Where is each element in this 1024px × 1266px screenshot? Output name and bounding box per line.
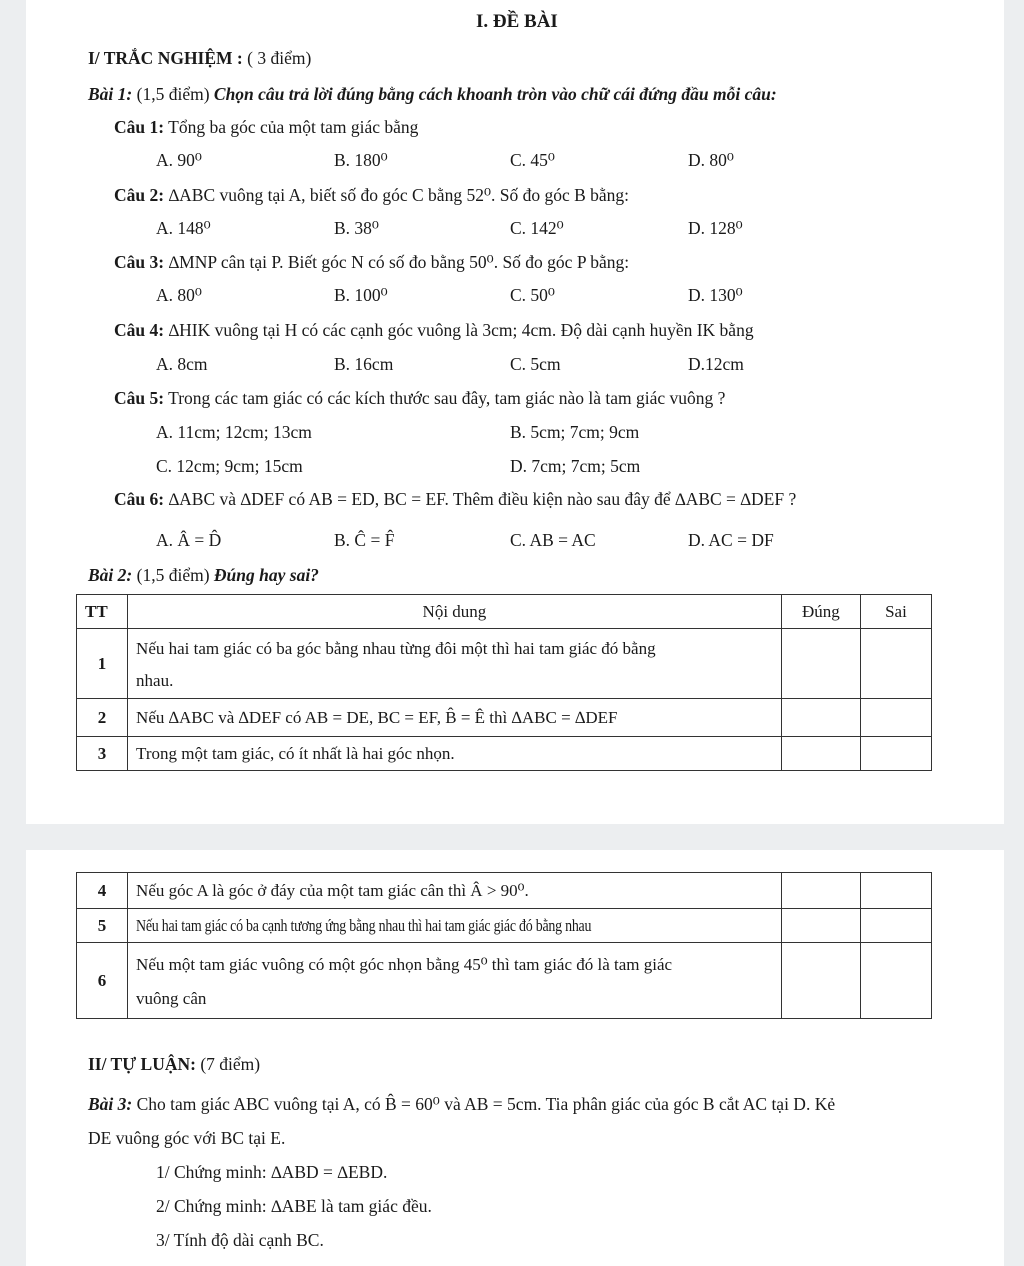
table-row [77, 629, 932, 699]
part1-heading: I/ TRẮC NGHIỆM : ( 3 điểm) [88, 48, 312, 68]
answer-false-cell[interactable] [860, 909, 931, 943]
bai2-heading: Bài 2: (1,5 điểm) Đúng hay sai? [88, 565, 319, 585]
row-content: Nếu hai tam giác có ba góc bằng nhau từng đôi một thì hai tam giác đó bằng nhau. [128, 629, 782, 699]
table-row [77, 909, 932, 943]
page-sheet-1 [26, 0, 1004, 824]
q1-option-d[interactable]: D. 80⁰ [688, 150, 734, 170]
q2-option-b[interactable]: B. 38⁰ [334, 218, 379, 238]
q4-option-a[interactable]: A. 8cm [156, 354, 208, 374]
q1-option-c[interactable]: C. 45⁰ [510, 150, 555, 170]
task-2: 2/ Chứng minh: ∆ABE là tam giác đều. [156, 1196, 432, 1216]
header-sai: Sai [860, 595, 931, 629]
q4-option-b[interactable]: B. 16cm [334, 354, 394, 374]
answer-true-cell[interactable] [781, 909, 860, 943]
header-dung: Đúng [781, 595, 860, 629]
q3-option-d[interactable]: D. 130⁰ [688, 285, 743, 305]
q6-option-a[interactable]: A. Â = D̂ [156, 530, 222, 550]
page-title: I. ĐỀ BÀI [476, 11, 558, 32]
header-content: Nội dung [128, 595, 782, 629]
answer-false-cell[interactable] [860, 699, 931, 737]
q3-option-c[interactable]: C. 50⁰ [510, 285, 555, 305]
q3-option-b[interactable]: B. 100⁰ [334, 285, 388, 305]
row-number: 6 [77, 943, 128, 1019]
q5-option-d[interactable]: D. 7cm; 7cm; 5cm [510, 456, 641, 476]
row-number: 5 [77, 909, 128, 943]
q5-option-a[interactable]: A. 11cm; 12cm; 13cm [156, 422, 312, 442]
q2-option-d[interactable]: D. 128⁰ [688, 218, 743, 238]
row-number: 2 [77, 699, 128, 737]
question-3: Câu 3: ∆MNP cân tại P. Biết góc N có số đo bằng 50⁰. Số đo góc P bằng: [114, 252, 630, 272]
question-4: Câu 4: ∆HIK vuông tại H có các cạnh góc vuông là 3cm; 4cm. Độ dài cạnh huyền IK bằng [114, 320, 754, 340]
q2-option-a[interactable]: A. 148⁰ [156, 218, 211, 238]
q3-option-a[interactable]: A. 80⁰ [156, 285, 202, 305]
table-row [77, 943, 932, 1019]
answer-false-cell[interactable] [860, 629, 931, 699]
q6-option-b[interactable]: B. Ĉ = F̂ [334, 530, 395, 550]
answer-true-cell[interactable] [781, 629, 860, 699]
true-false-table-part1 [76, 594, 932, 771]
q1-option-b[interactable]: B. 180⁰ [334, 150, 388, 170]
question-2: Câu 2: ∆ABC vuông tại A, biết số đo góc C bằng 52⁰. Số đo góc B bằng: [114, 185, 630, 205]
row-number: 4 [77, 873, 128, 909]
answer-false-cell[interactable] [860, 737, 931, 771]
q1-option-a[interactable]: A. 90⁰ [156, 150, 202, 170]
q5-option-c[interactable]: C. 12cm; 9cm; 15cm [156, 456, 303, 476]
question-5: Câu 5: Trong các tam giác có các kích thước sau đây, tam giác nào là tam giác vuông ? [114, 388, 726, 408]
answer-false-cell[interactable] [860, 873, 931, 909]
question-1: Câu 1: Tổng ba góc của một tam giác bằng [114, 117, 419, 137]
task-1: 1/ Chứng minh: ∆ABD = ∆EBD. [156, 1162, 388, 1182]
row-content: Trong một tam giác, có ít nhất là hai góc nhọn. [128, 737, 782, 771]
q4-option-c[interactable]: C. 5cm [510, 354, 561, 374]
bai3-text-line2: DE vuông góc với BC tại E. [88, 1128, 286, 1148]
answer-true-cell[interactable] [781, 737, 860, 771]
question-6: Câu 6: ∆ABC và ∆DEF có AB = ED, BC = EF. Thêm điều kiện nào sau đây để ∆ABC = ∆DEF ? [114, 489, 797, 509]
q5-option-b[interactable]: B. 5cm; 7cm; 9cm [510, 422, 640, 442]
task-3: 3/ Tính độ dài cạnh BC. [156, 1230, 324, 1250]
page-sheet-2 [26, 850, 1004, 1266]
row-content: Nếu một tam giác vuông có một góc nhọn bằng 45⁰ thì tam giác đó là tam giác vuông cân [128, 943, 782, 1019]
row-content: Nếu ∆ABC và ∆DEF có AB = DE, BC = EF, B̂ = Ê thì ∆ABC = ∆DEF [128, 699, 782, 737]
row-number: 3 [77, 737, 128, 771]
table-row [77, 699, 932, 737]
row-number: 1 [77, 629, 128, 699]
bai1-heading: Bài 1: (1,5 điểm) Chọn câu trả lời đúng bằng cách khoanh tròn vào chữ cái đứng đầu mỗi câu: [88, 84, 777, 104]
answer-true-cell[interactable] [781, 699, 860, 737]
part2-heading: II/ TỰ LUẬN: (7 điểm) [88, 1054, 261, 1074]
answer-false-cell[interactable] [860, 943, 931, 1019]
answer-true-cell[interactable] [781, 943, 860, 1019]
bai3-text: Bài 3: Cho tam giác ABC vuông tại A, có B̂ = 60⁰ và AB = 5cm. Tia phân giác của góc B cắt AC tại D. Kẻ [88, 1094, 836, 1114]
q6-option-d[interactable]: D. AC = DF [688, 530, 774, 550]
q2-option-c[interactable]: C. 142⁰ [510, 218, 564, 238]
table-row [77, 873, 932, 909]
q6-option-c[interactable]: C. AB = AC [510, 530, 596, 550]
table-row [77, 737, 932, 771]
true-false-table-part2 [76, 872, 932, 1019]
q4-option-d[interactable]: D.12cm [688, 354, 744, 374]
row-content: Nếu góc A là góc ở đáy của một tam giác cân thì Â > 90⁰. [128, 873, 782, 909]
answer-true-cell[interactable] [781, 873, 860, 909]
header-tt: TT [77, 595, 128, 629]
row-content: Nếu hai tam giác có ba cạnh tương ứng bằng nhau thì hai tam giác giác đó bằng nhau [128, 909, 782, 943]
table-header-row [77, 595, 932, 629]
